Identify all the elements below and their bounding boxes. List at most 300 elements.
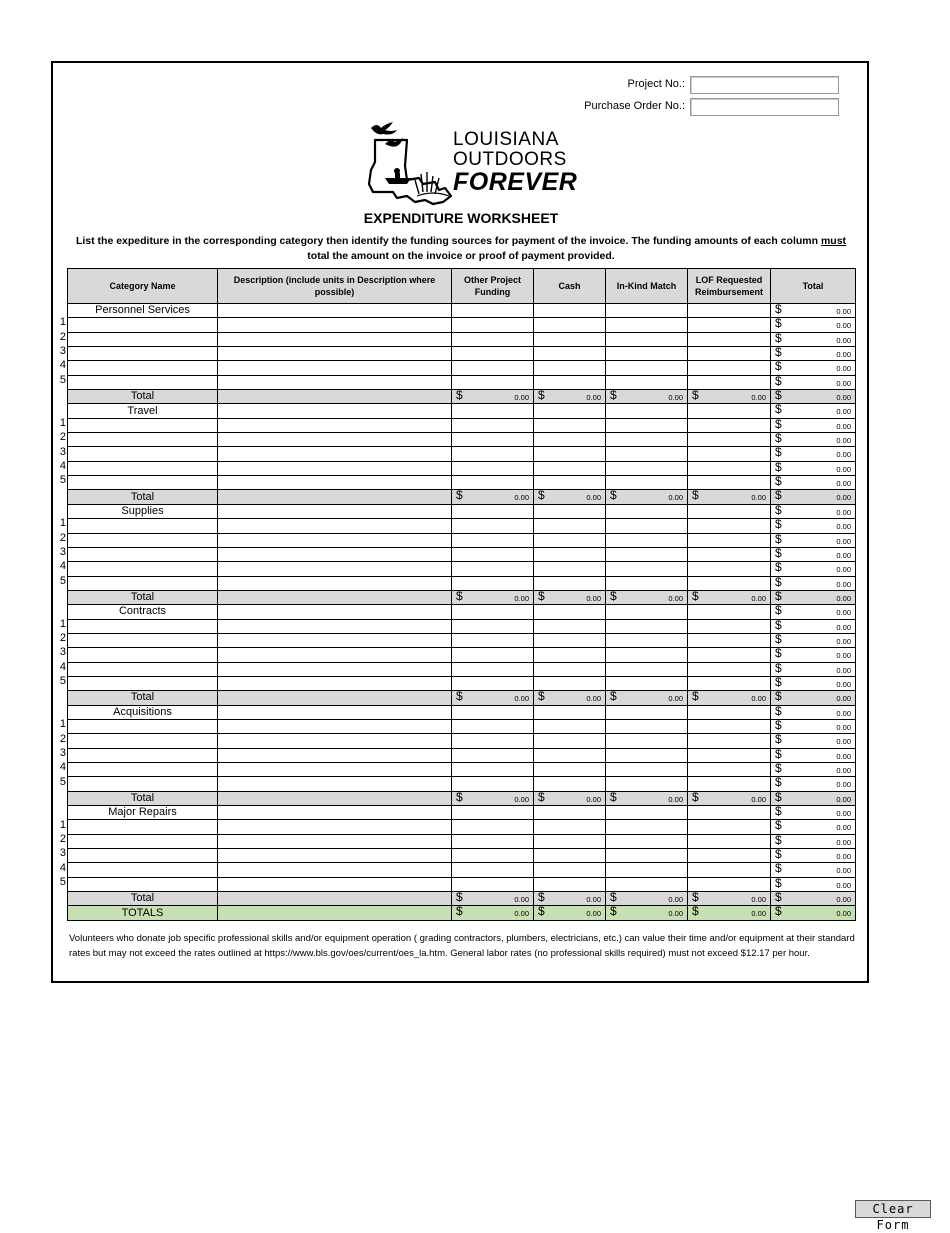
category-cell[interactable] (68, 433, 218, 447)
funding-cell[interactable] (606, 347, 688, 361)
description-cell[interactable] (218, 304, 452, 318)
funding-cell[interactable] (452, 648, 534, 662)
description-cell[interactable] (218, 719, 452, 733)
funding-cell[interactable] (534, 547, 606, 561)
funding-cell[interactable] (452, 533, 534, 547)
funding-cell[interactable] (452, 562, 534, 576)
description-cell[interactable] (218, 763, 452, 777)
funding-cell[interactable] (688, 461, 771, 475)
funding-cell[interactable] (534, 748, 606, 762)
funding-cell[interactable] (534, 734, 606, 748)
funding-cell[interactable] (688, 863, 771, 877)
row-total-amount-cell[interactable] (771, 562, 856, 576)
grand-in-kind-match-amount-cell[interactable] (606, 906, 688, 920)
funding-cell[interactable] (534, 834, 606, 848)
funding-cell[interactable] (688, 418, 771, 432)
row-total-amount-cell[interactable] (771, 375, 856, 389)
row-number: 2 (59, 330, 66, 343)
purchase-order-no-input[interactable] (690, 98, 839, 116)
description-cell[interactable] (218, 332, 452, 346)
category-cell[interactable] (68, 347, 218, 361)
dollar-sign: $ (775, 619, 782, 632)
row-total-amount-cell[interactable] (771, 447, 856, 461)
dollar-sign: $ (775, 862, 782, 876)
description-cell[interactable] (218, 318, 452, 332)
category-cell[interactable] (68, 820, 218, 834)
row-total-amount-cell[interactable] (771, 605, 856, 619)
instructions-emphasis: must (820, 235, 847, 247)
funding-cell[interactable] (606, 849, 688, 863)
description-cell[interactable] (218, 849, 452, 863)
description-cell[interactable] (218, 347, 452, 361)
funding-cell[interactable] (452, 332, 534, 346)
amount-value: 0.00 (836, 809, 851, 819)
category-cell[interactable] (68, 863, 218, 877)
page-title: EXPENDITURE WORKSHEET (363, 210, 559, 226)
lof-requested-amount-cell[interactable] (688, 590, 771, 604)
description-cell[interactable] (218, 863, 452, 877)
dollar-sign: $ (610, 389, 617, 403)
funding-cell[interactable] (534, 863, 606, 877)
funding-cell[interactable] (534, 619, 606, 633)
description-cell[interactable] (218, 777, 452, 791)
description-cell[interactable] (218, 748, 452, 762)
total-amount-cell[interactable] (771, 691, 856, 705)
category-cell[interactable] (68, 734, 218, 748)
funding-cell[interactable] (452, 447, 534, 461)
description-cell[interactable] (218, 648, 452, 662)
lof-requested-amount-cell[interactable] (688, 490, 771, 504)
funding-cell[interactable] (688, 648, 771, 662)
grand-cash-amount-cell[interactable] (534, 906, 606, 920)
funding-cell[interactable] (534, 676, 606, 690)
funding-cell[interactable] (534, 504, 606, 518)
funding-cell[interactable] (606, 447, 688, 461)
funding-cell[interactable] (534, 461, 606, 475)
description-cell[interactable] (218, 476, 452, 490)
cash-amount-cell[interactable] (534, 691, 606, 705)
funding-cell[interactable] (688, 547, 771, 561)
funding-cell[interactable] (688, 562, 771, 576)
description-cell[interactable] (218, 605, 452, 619)
funding-cell[interactable] (606, 662, 688, 676)
line-item-row (68, 433, 856, 447)
funding-cell[interactable] (452, 763, 534, 777)
row-total-amount-cell[interactable] (771, 461, 856, 475)
category-cell[interactable] (68, 318, 218, 332)
funding-cell[interactable] (534, 633, 606, 647)
description-cell[interactable] (218, 576, 452, 590)
funding-cell[interactable] (452, 605, 534, 619)
funding-cell[interactable] (606, 375, 688, 389)
funding-cell[interactable] (606, 820, 688, 834)
description-cell[interactable] (218, 533, 452, 547)
funding-cell[interactable] (452, 433, 534, 447)
funding-cell[interactable] (452, 863, 534, 877)
funding-cell[interactable] (452, 633, 534, 647)
cash-amount-cell[interactable] (534, 590, 606, 604)
row-total-amount-cell[interactable] (771, 476, 856, 490)
funding-cell[interactable] (688, 777, 771, 791)
cash-amount-cell[interactable] (534, 892, 606, 906)
funding-cell[interactable] (606, 533, 688, 547)
funding-cell[interactable] (606, 734, 688, 748)
funding-cell[interactable] (606, 433, 688, 447)
description-cell[interactable] (218, 806, 452, 820)
funding-cell[interactable] (606, 476, 688, 490)
funding-cell[interactable] (534, 433, 606, 447)
description-cell[interactable] (218, 447, 452, 461)
funding-cell[interactable] (688, 806, 771, 820)
row-total-amount-cell[interactable] (771, 547, 856, 561)
amount-value: 0.00 (668, 393, 683, 403)
funding-cell[interactable] (606, 863, 688, 877)
row-total-amount-cell[interactable] (771, 347, 856, 361)
cash-amount-cell[interactable] (534, 390, 606, 404)
total-amount-cell[interactable] (771, 892, 856, 906)
funding-cell[interactable] (688, 576, 771, 590)
funding-cell[interactable] (606, 361, 688, 375)
category-cell[interactable] (68, 361, 218, 375)
funding-cell[interactable] (606, 705, 688, 719)
cash-amount-cell[interactable] (534, 490, 606, 504)
funding-cell[interactable] (534, 877, 606, 891)
in-kind-match-amount-cell[interactable] (606, 590, 688, 604)
description-cell[interactable] (218, 504, 452, 518)
description-cell[interactable] (218, 734, 452, 748)
other-project-funding-amount-cell[interactable] (452, 892, 534, 906)
funding-cell[interactable] (688, 676, 771, 690)
category-cell[interactable] (68, 877, 218, 891)
funding-cell[interactable] (688, 763, 771, 777)
funding-cell[interactable] (534, 476, 606, 490)
description-cell[interactable] (218, 662, 452, 676)
description-cell[interactable] (218, 547, 452, 561)
funding-cell[interactable] (452, 519, 534, 533)
funding-cell[interactable] (688, 476, 771, 490)
funding-cell[interactable] (688, 748, 771, 762)
in-kind-match-amount-cell[interactable] (606, 691, 688, 705)
row-total-amount-cell[interactable] (771, 361, 856, 375)
row-total-amount-cell[interactable] (771, 863, 856, 877)
funding-cell[interactable] (688, 533, 771, 547)
other-project-funding-amount-cell[interactable] (452, 691, 534, 705)
column-header: Cash (534, 269, 606, 304)
funding-cell[interactable] (534, 404, 606, 418)
funding-cell[interactable] (688, 734, 771, 748)
funding-cell[interactable] (606, 576, 688, 590)
row-total-amount-cell[interactable] (771, 418, 856, 432)
row-total-amount-cell[interactable] (771, 504, 856, 518)
funding-cell[interactable] (606, 763, 688, 777)
funding-cell[interactable] (688, 504, 771, 518)
funding-cell[interactable] (688, 834, 771, 848)
funding-cell[interactable] (534, 576, 606, 590)
funding-cell[interactable] (606, 504, 688, 518)
funding-cell[interactable] (534, 304, 606, 318)
category-heading-row (68, 605, 856, 619)
category-cell[interactable] (68, 547, 218, 561)
description-cell[interactable] (218, 877, 452, 891)
row-total-amount-cell[interactable] (771, 533, 856, 547)
funding-cell[interactable] (534, 605, 606, 619)
row-number: 2 (59, 632, 66, 645)
total-amount-cell[interactable] (771, 590, 856, 604)
funding-cell[interactable] (452, 318, 534, 332)
funding-cell[interactable] (688, 375, 771, 389)
row-total-amount-cell[interactable] (771, 519, 856, 533)
funding-cell[interactable] (534, 347, 606, 361)
total-amount-cell[interactable] (771, 490, 856, 504)
funding-cell[interactable] (606, 877, 688, 891)
row-total-amount-cell[interactable] (771, 820, 856, 834)
category-cell[interactable] (68, 849, 218, 863)
clear-form-button[interactable]: Clear Form (855, 1200, 931, 1218)
funding-cell[interactable] (688, 361, 771, 375)
funding-cell[interactable] (534, 332, 606, 346)
category-cell[interactable] (68, 676, 218, 690)
category-cell[interactable] (68, 834, 218, 848)
category-cell[interactable] (68, 777, 218, 791)
funding-cell[interactable] (534, 447, 606, 461)
row-total-amount-cell[interactable] (771, 734, 856, 748)
row-total-amount-cell[interactable] (771, 433, 856, 447)
category-cell[interactable] (68, 461, 218, 475)
grand-total-amount-cell[interactable] (771, 906, 856, 920)
funding-cell[interactable] (606, 304, 688, 318)
funding-cell[interactable] (452, 748, 534, 762)
row-total-amount-cell[interactable] (771, 619, 856, 633)
description-cell[interactable] (218, 404, 452, 418)
funding-cell[interactable] (534, 519, 606, 533)
funding-cell[interactable] (688, 318, 771, 332)
category-cell[interactable] (68, 576, 218, 590)
other-project-funding-amount-cell[interactable] (452, 590, 534, 604)
funding-cell[interactable] (534, 361, 606, 375)
funding-cell[interactable] (452, 734, 534, 748)
funding-cell[interactable] (688, 332, 771, 346)
funding-cell[interactable] (534, 375, 606, 389)
funding-cell[interactable] (534, 318, 606, 332)
funding-cell[interactable] (452, 806, 534, 820)
funding-cell[interactable] (452, 820, 534, 834)
lof-requested-amount-cell[interactable] (688, 892, 771, 906)
row-total-amount-cell[interactable] (771, 806, 856, 820)
category-cell[interactable] (68, 375, 218, 389)
category-cell[interactable] (68, 719, 218, 733)
category-cell[interactable] (68, 662, 218, 676)
funding-cell[interactable] (688, 347, 771, 361)
funding-cell[interactable] (452, 461, 534, 475)
line-item-row (68, 834, 856, 848)
description-cell[interactable] (218, 461, 452, 475)
category-cell[interactable] (68, 476, 218, 490)
grand-lof-requested-amount-cell[interactable] (688, 906, 771, 920)
category-cell[interactable] (68, 562, 218, 576)
category-cell[interactable] (68, 633, 218, 647)
funding-cell[interactable] (534, 418, 606, 432)
funding-cell[interactable] (688, 404, 771, 418)
funding-cell[interactable] (534, 763, 606, 777)
funding-cell[interactable] (606, 418, 688, 432)
row-total-amount-cell[interactable] (771, 633, 856, 647)
category-cell[interactable] (68, 332, 218, 346)
other-project-funding-amount-cell[interactable] (452, 490, 534, 504)
row-total-amount-cell[interactable] (771, 777, 856, 791)
funding-cell[interactable] (452, 547, 534, 561)
category-cell[interactable] (68, 418, 218, 432)
category-cell[interactable] (68, 447, 218, 461)
funding-cell[interactable] (606, 547, 688, 561)
project-no-input[interactable] (690, 76, 839, 94)
in-kind-match-amount-cell[interactable] (606, 892, 688, 906)
description-cell[interactable] (218, 705, 452, 719)
row-total-amount-cell[interactable] (771, 662, 856, 676)
funding-cell[interactable] (452, 777, 534, 791)
grand-other-project-funding-amount-cell[interactable] (452, 906, 534, 920)
funding-cell[interactable] (688, 820, 771, 834)
funding-cell[interactable] (452, 304, 534, 318)
row-total-amount-cell[interactable] (771, 648, 856, 662)
funding-cell[interactable] (606, 562, 688, 576)
description-cell[interactable] (218, 418, 452, 432)
funding-cell[interactable] (452, 361, 534, 375)
row-total-amount-cell[interactable] (771, 705, 856, 719)
cash-amount-cell[interactable] (534, 791, 606, 805)
funding-cell[interactable] (452, 834, 534, 848)
description-cell[interactable] (218, 676, 452, 690)
funding-cell[interactable] (688, 662, 771, 676)
funding-cell[interactable] (452, 676, 534, 690)
in-kind-match-amount-cell[interactable] (606, 490, 688, 504)
row-total-amount-cell[interactable] (771, 318, 856, 332)
description-cell[interactable] (218, 562, 452, 576)
funding-cell[interactable] (688, 719, 771, 733)
funding-cell[interactable] (606, 332, 688, 346)
row-total-amount-cell[interactable] (771, 849, 856, 863)
funding-cell[interactable] (534, 662, 606, 676)
description-cell[interactable] (218, 820, 452, 834)
funding-cell[interactable] (688, 519, 771, 533)
funding-cell[interactable] (534, 719, 606, 733)
row-total-amount-cell[interactable] (771, 404, 856, 418)
funding-cell[interactable] (688, 619, 771, 633)
category-cell[interactable] (68, 763, 218, 777)
category-cell[interactable] (68, 619, 218, 633)
description-cell[interactable] (218, 375, 452, 389)
category-cell[interactable] (68, 533, 218, 547)
funding-cell[interactable] (452, 662, 534, 676)
funding-cell[interactable] (452, 347, 534, 361)
description-cell[interactable] (218, 834, 452, 848)
funding-cell[interactable] (606, 777, 688, 791)
in-kind-match-amount-cell[interactable] (606, 390, 688, 404)
row-total-amount-cell[interactable] (771, 748, 856, 762)
total-amount-cell[interactable] (771, 390, 856, 404)
funding-cell[interactable] (606, 318, 688, 332)
funding-cell[interactable] (606, 748, 688, 762)
other-project-funding-amount-cell[interactable] (452, 390, 534, 404)
funding-cell[interactable] (688, 433, 771, 447)
funding-cell[interactable] (606, 806, 688, 820)
funding-cell[interactable] (606, 633, 688, 647)
funding-cell[interactable] (688, 877, 771, 891)
funding-cell[interactable] (534, 806, 606, 820)
funding-cell[interactable] (606, 404, 688, 418)
row-total-amount-cell[interactable] (771, 304, 856, 318)
funding-cell[interactable] (452, 849, 534, 863)
funding-cell[interactable] (688, 633, 771, 647)
funding-cell[interactable] (606, 619, 688, 633)
lof-requested-amount-cell[interactable] (688, 390, 771, 404)
funding-cell[interactable] (688, 849, 771, 863)
row-total-amount-cell[interactable] (771, 877, 856, 891)
description-cell[interactable] (218, 361, 452, 375)
description-cell[interactable] (218, 433, 452, 447)
category-cell[interactable] (68, 648, 218, 662)
funding-cell[interactable] (688, 705, 771, 719)
row-total-amount-cell[interactable] (771, 763, 856, 777)
funding-cell[interactable] (606, 519, 688, 533)
funding-cell[interactable] (452, 877, 534, 891)
description-cell[interactable] (218, 619, 452, 633)
description-cell[interactable] (218, 633, 452, 647)
description-cell (218, 691, 452, 705)
row-total-amount-cell[interactable] (771, 834, 856, 848)
row-total-amount-cell[interactable] (771, 332, 856, 346)
category-cell[interactable] (68, 519, 218, 533)
funding-cell[interactable] (606, 648, 688, 662)
row-total-amount-cell[interactable] (771, 676, 856, 690)
lof-requested-amount-cell[interactable] (688, 691, 771, 705)
funding-cell[interactable] (606, 605, 688, 619)
funding-cell[interactable] (452, 576, 534, 590)
funding-cell[interactable] (534, 705, 606, 719)
funding-cell[interactable] (688, 304, 771, 318)
funding-cell[interactable] (606, 719, 688, 733)
lof-requested-amount-cell[interactable] (688, 791, 771, 805)
dollar-sign: $ (775, 791, 782, 804)
funding-cell[interactable] (606, 834, 688, 848)
funding-cell[interactable] (452, 404, 534, 418)
total-amount-cell[interactable] (771, 791, 856, 805)
description-cell[interactable] (218, 519, 452, 533)
dollar-sign: $ (775, 489, 782, 503)
funding-cell[interactable] (606, 676, 688, 690)
funding-cell[interactable] (688, 605, 771, 619)
other-project-funding-amount-cell[interactable] (452, 791, 534, 805)
category-cell[interactable] (68, 748, 218, 762)
funding-cell[interactable] (534, 849, 606, 863)
funding-cell[interactable] (534, 648, 606, 662)
in-kind-match-amount-cell[interactable] (606, 791, 688, 805)
funding-cell[interactable] (452, 504, 534, 518)
funding-cell[interactable] (452, 705, 534, 719)
funding-cell[interactable] (534, 562, 606, 576)
funding-cell[interactable] (534, 533, 606, 547)
row-total-amount-cell[interactable] (771, 576, 856, 590)
funding-cell[interactable] (534, 820, 606, 834)
funding-cell[interactable] (452, 719, 534, 733)
row-total-amount-cell[interactable] (771, 719, 856, 733)
funding-cell[interactable] (452, 375, 534, 389)
funding-cell[interactable] (452, 476, 534, 490)
funding-cell[interactable] (688, 447, 771, 461)
funding-cell[interactable] (452, 418, 534, 432)
funding-cell[interactable] (452, 619, 534, 633)
funding-cell[interactable] (534, 777, 606, 791)
funding-cell[interactable] (606, 461, 688, 475)
